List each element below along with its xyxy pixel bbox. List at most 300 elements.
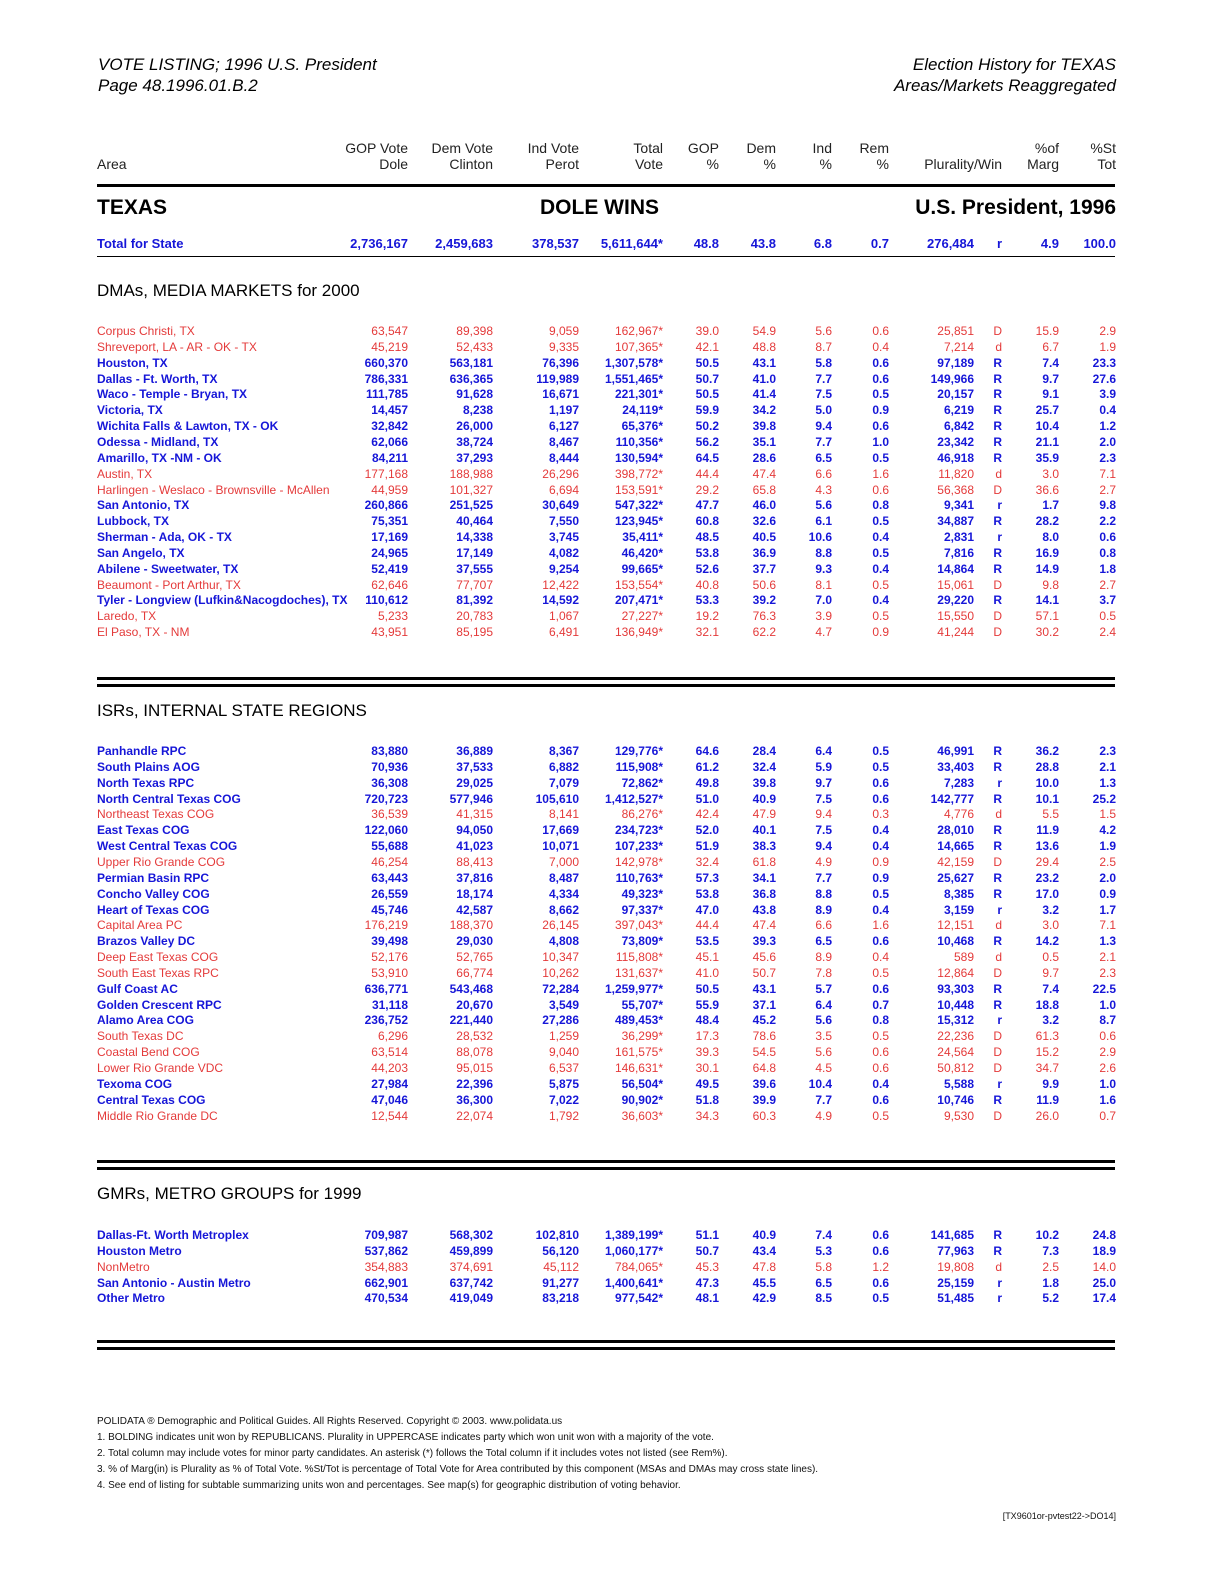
cell-area: East Texas COG — [97, 823, 190, 837]
table-row — [0, 1045, 1224, 1061]
footnote-4: 4. See end of listing for subtable summarizing units won and percentages. See map(s) for geographic distribution of voting behavior. — [97, 1480, 681, 1491]
cell-ind: 6,882 — [548, 760, 579, 774]
cell-rem-pct: 0.6 — [872, 1061, 889, 1075]
cell-rem-pct: 0.4 — [872, 340, 889, 354]
cell-sttot: 2.9 — [1099, 324, 1116, 338]
cell-party: R — [993, 1244, 1002, 1258]
cell-dem-pct: 43.8 — [750, 236, 776, 251]
cell-plurality: 14,665 — [937, 839, 974, 853]
cell-ind-pct: 5.8 — [815, 1260, 832, 1274]
cell-area: Laredo, TX — [97, 609, 157, 623]
cell-gop: 62,646 — [371, 578, 408, 592]
cell-gop-pct: 50.7 — [695, 372, 719, 386]
cell-sttot: 0.8 — [1099, 546, 1116, 560]
cell-rem-pct: 0.6 — [872, 982, 889, 996]
table-row — [0, 823, 1224, 839]
cell-party: R — [993, 562, 1002, 576]
cell-dem: 374,691 — [449, 1260, 493, 1274]
cell-dem-pct: 43.1 — [752, 982, 776, 996]
cell-rem-pct: 0.9 — [872, 403, 889, 417]
cell-dem-pct: 39.8 — [752, 419, 776, 433]
cell-ind-pct: 5.9 — [815, 760, 832, 774]
cell-ind: 6,537 — [548, 1061, 579, 1075]
cell-ind: 10,262 — [542, 966, 579, 980]
cell-area: Texoma COG — [97, 1077, 173, 1091]
cell-ind-pct: 6.6 — [815, 467, 832, 481]
cell-ind: 9,335 — [548, 340, 579, 354]
cell-dem: 77,707 — [456, 578, 493, 592]
cell-area: San Antonio - Austin Metro — [97, 1276, 251, 1290]
cell-gop: 47,046 — [371, 1093, 408, 1107]
cell-area: Waco - Temple - Bryan, TX — [97, 387, 248, 401]
cell-area: Wichita Falls & Lawton, TX - OK — [97, 419, 279, 433]
cell-sttot: 7.1 — [1099, 467, 1116, 481]
cell-gop: 36,539 — [371, 807, 408, 821]
cell-plurality: 276,484 — [927, 236, 974, 251]
cell-party: r — [997, 530, 1002, 544]
cell-ind: 30,649 — [542, 498, 579, 512]
cell-dem-pct: 36.9 — [752, 546, 776, 560]
cell-dem-pct: 45.2 — [752, 1013, 776, 1027]
cell-party: R — [993, 593, 1002, 607]
cell-dem-pct: 32.6 — [752, 514, 776, 528]
cell-area: NonMetro — [97, 1260, 150, 1274]
cell-ind: 8,487 — [548, 871, 579, 885]
cell-ind: 10,347 — [542, 950, 579, 964]
cell-ind: 7,079 — [548, 776, 579, 790]
cell-dem-pct: 28.6 — [752, 451, 776, 465]
col-head-ind-pct: Ind % — [812, 140, 832, 172]
cell-plurality: 10,468 — [937, 934, 974, 948]
footnote-3: 3. % of Marg(in) is Plurality as % of Total Vote. %St/Tot is percentage of Total Vote for Area contributed by this component (MSAs and DMAs may cross state lines). — [97, 1464, 819, 1475]
cell-dem: 88,078 — [456, 1045, 493, 1059]
cell-plurality: 34,887 — [937, 514, 974, 528]
cell-plurality: 97,189 — [937, 356, 974, 370]
cell-plurality: 3,159 — [943, 903, 974, 917]
cell-plurality: 41,244 — [937, 625, 974, 639]
cell-ind-pct: 9.7 — [815, 776, 832, 790]
cell-ind-pct: 8.8 — [815, 887, 832, 901]
cell-party: R — [993, 1228, 1002, 1242]
cell-gop: 662,901 — [364, 1276, 408, 1290]
cell-gop: 55,688 — [371, 839, 408, 853]
cell-dem: 419,049 — [449, 1291, 493, 1305]
cell-dem-pct: 36.8 — [752, 887, 776, 901]
cell-rem-pct: 0.8 — [872, 1013, 889, 1027]
cell-party: R — [993, 823, 1002, 837]
cell-ind-pct: 6.4 — [815, 998, 832, 1012]
cell-total: 36,299* — [621, 1029, 663, 1043]
cell-ind: 17,669 — [542, 823, 579, 837]
cell-gop-pct: 52.0 — [695, 823, 719, 837]
cell-total: 115,808* — [615, 950, 663, 964]
cell-total: 115,908* — [615, 760, 663, 774]
cell-gop-pct: 32.4 — [695, 855, 719, 869]
cell-sttot: 14.0 — [1092, 1260, 1116, 1274]
cell-party: D — [993, 1045, 1002, 1059]
cell-gop-pct: 61.2 — [695, 760, 719, 774]
cell-gop: 12,544 — [371, 1109, 408, 1123]
cell-dem-pct: 43.8 — [752, 903, 776, 917]
cell-plurality: 46,991 — [937, 744, 974, 758]
table-row — [0, 982, 1224, 998]
cell-dem: 36,300 — [456, 1093, 493, 1107]
cell-rem-pct: 0.6 — [872, 934, 889, 948]
cell-rem-pct: 0.4 — [872, 823, 889, 837]
cell-area: West Central Texas COG — [97, 839, 238, 853]
cell-gop: 31,118 — [371, 998, 408, 1012]
cell-rem-pct: 0.9 — [872, 855, 889, 869]
cell-plurality: 12,864 — [937, 966, 974, 980]
cell-gop-pct: 42.4 — [695, 807, 719, 821]
state-name: TEXAS — [97, 196, 168, 219]
cell-gop: 52,419 — [371, 562, 408, 576]
cell-gop: 62,066 — [371, 435, 408, 449]
cell-total: 123,945* — [614, 514, 663, 528]
cell-area: Dallas-Ft. Worth Metroplex — [97, 1228, 249, 1242]
cell-marg: 23.2 — [1035, 871, 1059, 885]
cell-total: 99,665* — [621, 562, 663, 576]
cell-dem-pct: 45.5 — [752, 1276, 776, 1290]
cell-gop-pct: 64.5 — [695, 451, 719, 465]
cell-gop-pct: 64.6 — [695, 744, 719, 758]
cell-ind-pct: 4.7 — [815, 625, 832, 639]
cell-ind: 8,662 — [548, 903, 579, 917]
cell-rem-pct: 0.6 — [872, 356, 889, 370]
footnotes — [97, 1414, 818, 1494]
column-headers — [0, 140, 1224, 176]
cell-marg: 14.2 — [1035, 934, 1059, 948]
cell-gop-pct: 39.0 — [695, 324, 719, 338]
cell-dem-pct: 47.4 — [752, 467, 776, 481]
table-row — [0, 340, 1224, 356]
cell-total: 153,591* — [614, 483, 663, 497]
cell-dem-pct: 40.1 — [752, 823, 776, 837]
table-row — [0, 950, 1224, 966]
state-total-row — [0, 236, 1224, 254]
cell-gop: 32,842 — [371, 419, 408, 433]
cell-marg: 34.7 — [1035, 1061, 1059, 1075]
cell-total: 35,411* — [622, 530, 663, 544]
cell-area: Sherman - Ada, OK - TX — [97, 530, 232, 544]
cell-rem-pct: 0.7 — [870, 236, 889, 251]
cell-rem-pct: 0.5 — [872, 514, 889, 528]
cell-party: d — [995, 950, 1002, 964]
cell-gop-pct: 41.0 — [695, 966, 719, 980]
cell-gop-pct: 51.0 — [695, 792, 719, 806]
cell-gop-pct: 50.5 — [695, 982, 719, 996]
cell-total: 234,723* — [614, 823, 663, 837]
cell-ind-pct: 7.5 — [815, 792, 832, 806]
cell-sttot: 1.7 — [1099, 903, 1116, 917]
cell-sttot: 2.1 — [1099, 760, 1116, 774]
cell-gop: 45,219 — [371, 340, 408, 354]
cell-dem: 26,000 — [456, 419, 493, 433]
cell-party: r — [997, 1276, 1002, 1290]
cell-sttot: 2.2 — [1099, 514, 1116, 528]
cell-dem: 42,587 — [456, 903, 493, 917]
cell-ind-pct: 6.5 — [815, 934, 832, 948]
cell-rem-pct: 0.5 — [872, 1291, 889, 1305]
cell-dem-pct: 40.9 — [752, 792, 776, 806]
cell-dem: 52,765 — [456, 950, 493, 964]
cell-plurality: 589 — [953, 950, 974, 964]
table-row — [0, 372, 1224, 388]
cell-rem-pct: 0.7 — [872, 998, 889, 1012]
cell-gop: 111,785 — [365, 387, 408, 401]
cell-party: R — [993, 744, 1002, 758]
cell-plurality: 10,746 — [937, 1093, 974, 1107]
cell-marg: 36.2 — [1035, 744, 1059, 758]
cell-plurality: 46,918 — [937, 451, 974, 465]
cell-rem-pct: 0.6 — [872, 1093, 889, 1107]
cell-plurality: 56,368 — [937, 483, 974, 497]
cell-marg: 10.1 — [1035, 792, 1059, 806]
cell-marg: 4.9 — [1040, 236, 1059, 251]
cell-sttot: 0.7 — [1099, 1109, 1116, 1123]
cell-dem-pct: 41.4 — [752, 387, 776, 401]
cell-marg: 21.1 — [1035, 435, 1059, 449]
header-right — [894, 54, 1116, 96]
section-title-isr: ISRs, INTERNAL STATE REGIONS — [97, 701, 367, 720]
cell-party: R — [993, 887, 1002, 901]
cell-total: 46,420* — [621, 546, 663, 560]
cell-ind-pct: 8.9 — [815, 903, 832, 917]
cell-gop: 110,612 — [365, 593, 408, 607]
cell-dem: 66,774 — [456, 966, 493, 980]
cell-ind: 72,284 — [542, 982, 579, 996]
cell-gop: 709,987 — [364, 1228, 408, 1242]
cell-plurality: 33,403 — [937, 760, 974, 774]
table-row — [0, 966, 1224, 982]
cell-party: d — [995, 918, 1002, 932]
cell-ind-pct: 10.4 — [808, 1077, 832, 1091]
cell-plurality: 25,159 — [937, 1276, 974, 1290]
cell-dem-pct: 32.4 — [752, 760, 776, 774]
cell-marg: 61.3 — [1035, 1029, 1059, 1043]
cell-marg: 2.5 — [1042, 1260, 1059, 1274]
cell-rem-pct: 0.5 — [872, 760, 889, 774]
cell-party: D — [993, 1061, 1002, 1075]
cell-ind-pct: 8.8 — [815, 546, 832, 560]
cell-party: D — [993, 625, 1002, 639]
cell-ind: 45,112 — [543, 1260, 579, 1274]
cell-ind-pct: 9.4 — [815, 839, 832, 853]
cell-dem: 101,327 — [449, 483, 493, 497]
table-row — [0, 903, 1224, 919]
header-rule — [97, 184, 1115, 187]
cell-total: 27,227* — [621, 609, 663, 623]
cell-party: r — [997, 903, 1002, 917]
cell-sttot: 25.2 — [1092, 792, 1116, 806]
cell-gop: 122,060 — [364, 823, 408, 837]
cell-dem: 89,398 — [456, 324, 493, 338]
cell-dem-pct: 78.6 — [752, 1029, 776, 1043]
cell-rem-pct: 0.5 — [872, 578, 889, 592]
cell-dem-pct: 34.2 — [752, 403, 776, 417]
cell-party: R — [993, 792, 1002, 806]
table-row — [0, 760, 1224, 776]
cell-ind-pct: 6.5 — [815, 1276, 832, 1290]
cell-gop: 44,203 — [371, 1061, 408, 1075]
section-title-gmr: GMRs, METRO GROUPS for 1999 — [97, 1184, 362, 1203]
cell-total: 24,119* — [622, 403, 663, 417]
cell-ind-pct: 9.3 — [815, 562, 832, 576]
cell-gop-pct: 53.3 — [695, 593, 719, 607]
cell-party: R — [993, 871, 1002, 885]
cell-dem: 38,724 — [456, 435, 493, 449]
cell-dem: 20,670 — [456, 998, 493, 1012]
cell-ind-pct: 7.0 — [815, 593, 832, 607]
cell-rem-pct: 0.3 — [872, 807, 889, 821]
table-row — [0, 1276, 1224, 1292]
col-head-marg: %of Marg — [1027, 140, 1059, 172]
cell-dem-pct: 50.6 — [752, 578, 776, 592]
cell-marg: 7.4 — [1042, 982, 1059, 996]
cell-gop-pct: 48.5 — [695, 530, 719, 544]
cell-area: Middle Rio Grande DC — [97, 1109, 218, 1123]
cell-plurality: 23,342 — [937, 435, 974, 449]
cell-gop: 17,169 — [371, 530, 408, 544]
table-row — [0, 530, 1224, 546]
cell-plurality: 15,061 — [937, 578, 974, 592]
cell-gop-pct: 60.8 — [695, 514, 719, 528]
cell-area: Total for State — [97, 236, 184, 251]
cell-gop-pct: 51.8 — [695, 1093, 719, 1107]
cell-gop-pct: 45.1 — [695, 950, 719, 964]
cell-plurality: 5,588 — [943, 1077, 974, 1091]
cell-area: Other Metro — [97, 1291, 166, 1305]
cell-area: Houston Metro — [97, 1244, 182, 1258]
cell-dem-pct: 37.7 — [752, 562, 776, 576]
cell-dem-pct: 76.3 — [752, 609, 776, 623]
table-row — [0, 1013, 1224, 1029]
cell-dem: 20,783 — [456, 609, 493, 623]
cell-dem: 81,392 — [456, 593, 493, 607]
cell-sttot: 17.4 — [1092, 1291, 1116, 1305]
cell-ind: 102,810 — [535, 1228, 579, 1242]
cell-dem-pct: 60.3 — [752, 1109, 776, 1123]
cell-area: Gulf Coast AC — [97, 982, 178, 996]
cell-gop: 46,254 — [371, 855, 408, 869]
cell-plurality: 25,851 — [937, 324, 974, 338]
cell-ind-pct: 6.6 — [815, 918, 832, 932]
cell-marg: 9.9 — [1042, 1077, 1059, 1091]
cell-dem: 18,174 — [456, 887, 493, 901]
cell-rem-pct: 0.4 — [872, 950, 889, 964]
cell-party: d — [995, 807, 1002, 821]
cell-gop-pct: 53.8 — [695, 887, 719, 901]
cell-party: R — [993, 403, 1002, 417]
cell-sttot: 1.0 — [1099, 1077, 1116, 1091]
cell-gop: 660,370 — [364, 356, 408, 370]
cell-dem: 459,899 — [449, 1244, 493, 1258]
table-row — [0, 918, 1224, 934]
cell-party: R — [993, 419, 1002, 433]
cell-plurality: 2,831 — [943, 530, 974, 544]
cell-gop-pct: 19.2 — [695, 609, 719, 623]
cell-gop-pct: 51.9 — [695, 839, 719, 853]
cell-ind: 9,254 — [548, 562, 579, 576]
cell-rem-pct: 0.5 — [872, 609, 889, 623]
cell-gop: 14,457 — [371, 403, 408, 417]
cell-total: 73,809* — [621, 934, 663, 948]
cell-sttot: 1.0 — [1099, 998, 1116, 1012]
cell-marg: 25.7 — [1035, 403, 1059, 417]
cell-total: 110,763* — [615, 871, 663, 885]
cell-gop: 36,308 — [371, 776, 408, 790]
cell-gop: 354,883 — [364, 1260, 408, 1274]
cell-party: d — [995, 1260, 1002, 1274]
cell-dem: 14,338 — [456, 530, 493, 544]
cell-gop: 2,736,167 — [350, 236, 408, 251]
cell-sttot: 2.3 — [1099, 966, 1116, 980]
cell-gop: 786,331 — [364, 372, 408, 386]
cell-area: Houston, TX — [97, 356, 168, 370]
cell-marg: 18.8 — [1035, 998, 1059, 1012]
cell-sttot: 2.7 — [1099, 483, 1116, 497]
cell-party: R — [993, 546, 1002, 560]
cell-plurality: 24,564 — [937, 1045, 974, 1059]
cell-gop: 177,168 — [364, 467, 408, 481]
page-number: Page 48.1996.01.B.2 — [98, 76, 258, 95]
cell-gop-pct: 53.5 — [695, 934, 719, 948]
cell-total: 1,389,199* — [604, 1228, 663, 1242]
cell-ind-pct: 8.1 — [815, 578, 832, 592]
cell-party: R — [993, 934, 1002, 948]
cell-marg: 10.4 — [1035, 419, 1059, 433]
cell-gop-pct: 50.5 — [695, 356, 719, 370]
cell-ind-pct: 8.9 — [815, 950, 832, 964]
cell-area: Abilene - Sweetwater, TX — [97, 562, 239, 576]
cell-dem-pct: 38.3 — [752, 839, 776, 853]
cell-area: Concho Valley COG — [97, 887, 210, 901]
cell-rem-pct: 0.9 — [872, 625, 889, 639]
cell-marg: 5.2 — [1042, 1291, 1059, 1305]
cell-dem-pct: 39.2 — [752, 593, 776, 607]
cell-total: 398,772* — [614, 467, 663, 481]
table-row — [0, 324, 1224, 340]
cell-ind: 8,141 — [548, 807, 579, 821]
cell-sttot: 23.3 — [1092, 356, 1116, 370]
cell-ind-pct: 4.9 — [815, 1109, 832, 1123]
office-label: U.S. President, 1996 — [915, 196, 1116, 219]
cell-gop: 5,233 — [377, 609, 408, 623]
cell-gop-pct: 56.2 — [695, 435, 719, 449]
table-row — [0, 855, 1224, 871]
cell-area: Upper Rio Grande COG — [97, 855, 226, 869]
cell-area: Tyler - Longview (Lufkin&Nacogdoches), TX — [97, 593, 348, 607]
cell-marg: 29.4 — [1035, 855, 1059, 869]
cell-gop-pct: 39.3 — [695, 1045, 719, 1059]
cell-dem: 37,816 — [456, 871, 493, 885]
cell-rem-pct: 0.5 — [872, 1109, 889, 1123]
footnote-2: 2. Total column may include votes for minor party candidates. An asterisk (*) follows the Total column if it includes votes not listed (see Rem%). — [97, 1448, 728, 1459]
table-row — [0, 562, 1224, 578]
cell-marg: 7.4 — [1042, 356, 1059, 370]
cell-area: South East Texas RPC — [97, 966, 219, 980]
cell-dem-pct: 39.9 — [752, 1093, 776, 1107]
cell-sttot: 9.8 — [1099, 498, 1116, 512]
cell-plurality: 15,312 — [937, 1013, 974, 1027]
table-row — [0, 1093, 1224, 1109]
col-head-total: Total Vote — [633, 140, 663, 172]
cell-total: 221,301* — [614, 387, 663, 401]
cell-rem-pct: 0.5 — [872, 387, 889, 401]
cell-gop: 26,559 — [371, 887, 408, 901]
cell-total: 131,637* — [614, 966, 663, 980]
cell-rem-pct: 0.9 — [872, 871, 889, 885]
